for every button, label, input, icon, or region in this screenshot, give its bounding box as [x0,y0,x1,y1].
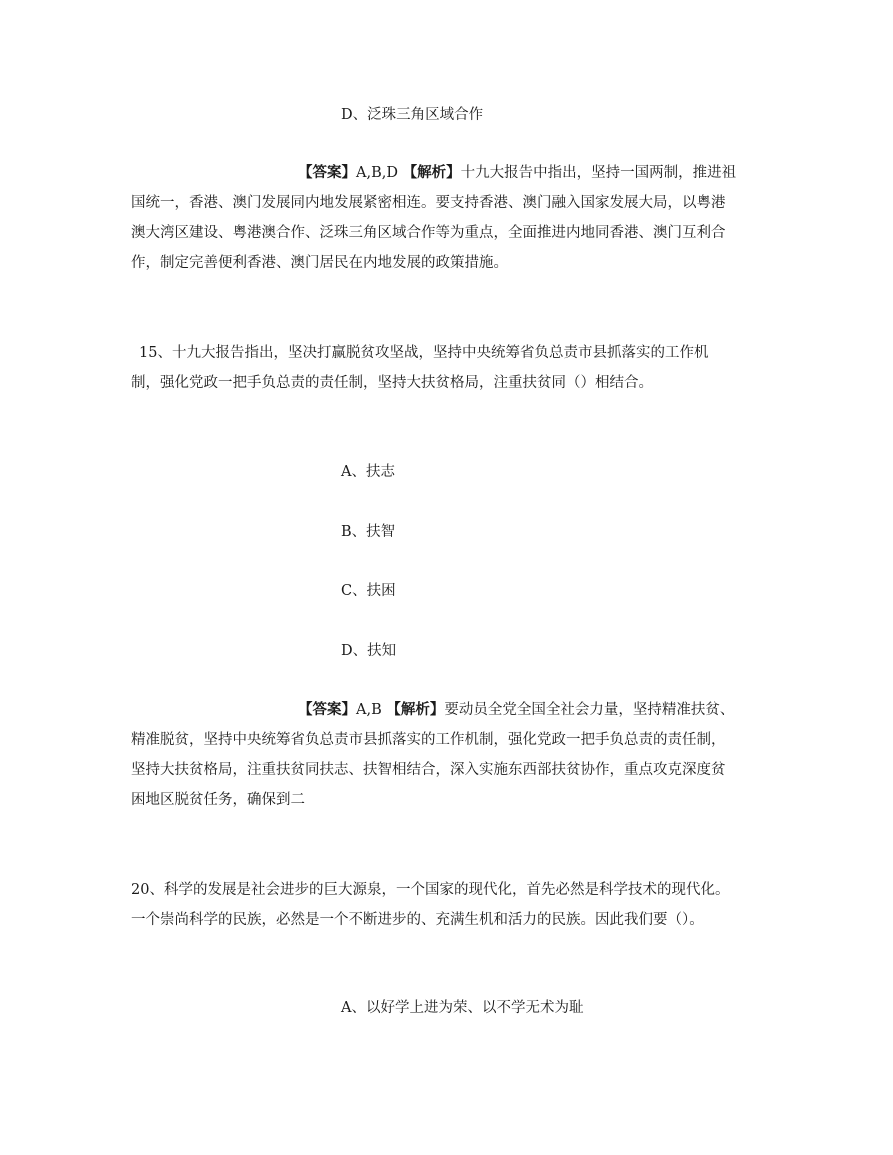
q15-option-a: A、扶志 [341,464,395,480]
q20-option-a: A、以好学上进为荣、以不学无术为耻 [341,1000,584,1016]
answer-value: A,B,D [356,165,398,181]
answer-label: 【答案】 [298,164,356,181]
q15-analysis-line-2: 精准脱贫，坚持中央统筹省负总责市县抓落实的工作机制，强化党政一把手负总责的责任制， [131,732,726,748]
q14-analysis-line-2: 国统一，香港、澳门发展同内地发展紧密相连。要支持香港、澳门融入国家发展大局，以粤港 [131,195,726,211]
q14-analysis-line-3: 澳大湾区建设、粤港澳合作、泛珠三角区域合作等为重点，全面推进内地同香港、澳门互利合 [131,225,726,241]
q15-option-d: D、扶知 [341,643,397,659]
q15-option-c: C、扶困 [341,583,396,599]
q15-option-b: B、扶智 [341,524,396,540]
q15-question-line-1: 15、十九大报告指出，坚决打赢脱贫攻坚战，坚持中央统筹省负总责市县抓落实的工作机 [139,345,709,361]
q14-analysis-line-4: 作，制定完善便利香港、澳门居民在内地发展的政策措施。 [131,255,508,271]
q15-question-line-2: 制，强化党政一把手负总责的责任制，坚持大扶贫格局，注重扶贫同（）相结合。 [131,375,653,391]
analysis-label: 【解析】 [402,164,461,181]
answer-value: A,B [356,702,382,718]
q20-question-line-2: 一个崇尚科学的民族，必然是一个不断进步的、充满生机和活力的民族。因此我们要（）。 [131,912,704,928]
q15-analysis-line-3: 坚持大扶贫格局，注重扶贫同扶志、扶智相结合，深入实施东西部扶贫协作，重点攻克深度贫 [131,762,726,778]
analysis-text-start: 要动员全党全国全社会力量，坚持精准扶贫、 [444,702,735,718]
q14-option-d: D、泛珠三角区域合作 [341,107,484,123]
answer-label: 【答案】 [298,701,356,718]
q14-answer-line-1 [298,163,736,183]
q15-answer-line-1 [298,700,734,720]
analysis-label: 【解析】 [386,701,445,718]
q15-analysis-line-4: 困地区脱贫任务，确保到二 [131,792,305,808]
q20-question-line-1: 20、科学的发展是社会进步的巨大源泉，一个国家的现代化，首先必然是科学技术的现代化。 [131,882,730,898]
analysis-text-start: 十九大报告中指出，坚持一国两制，推进祖 [460,165,737,181]
